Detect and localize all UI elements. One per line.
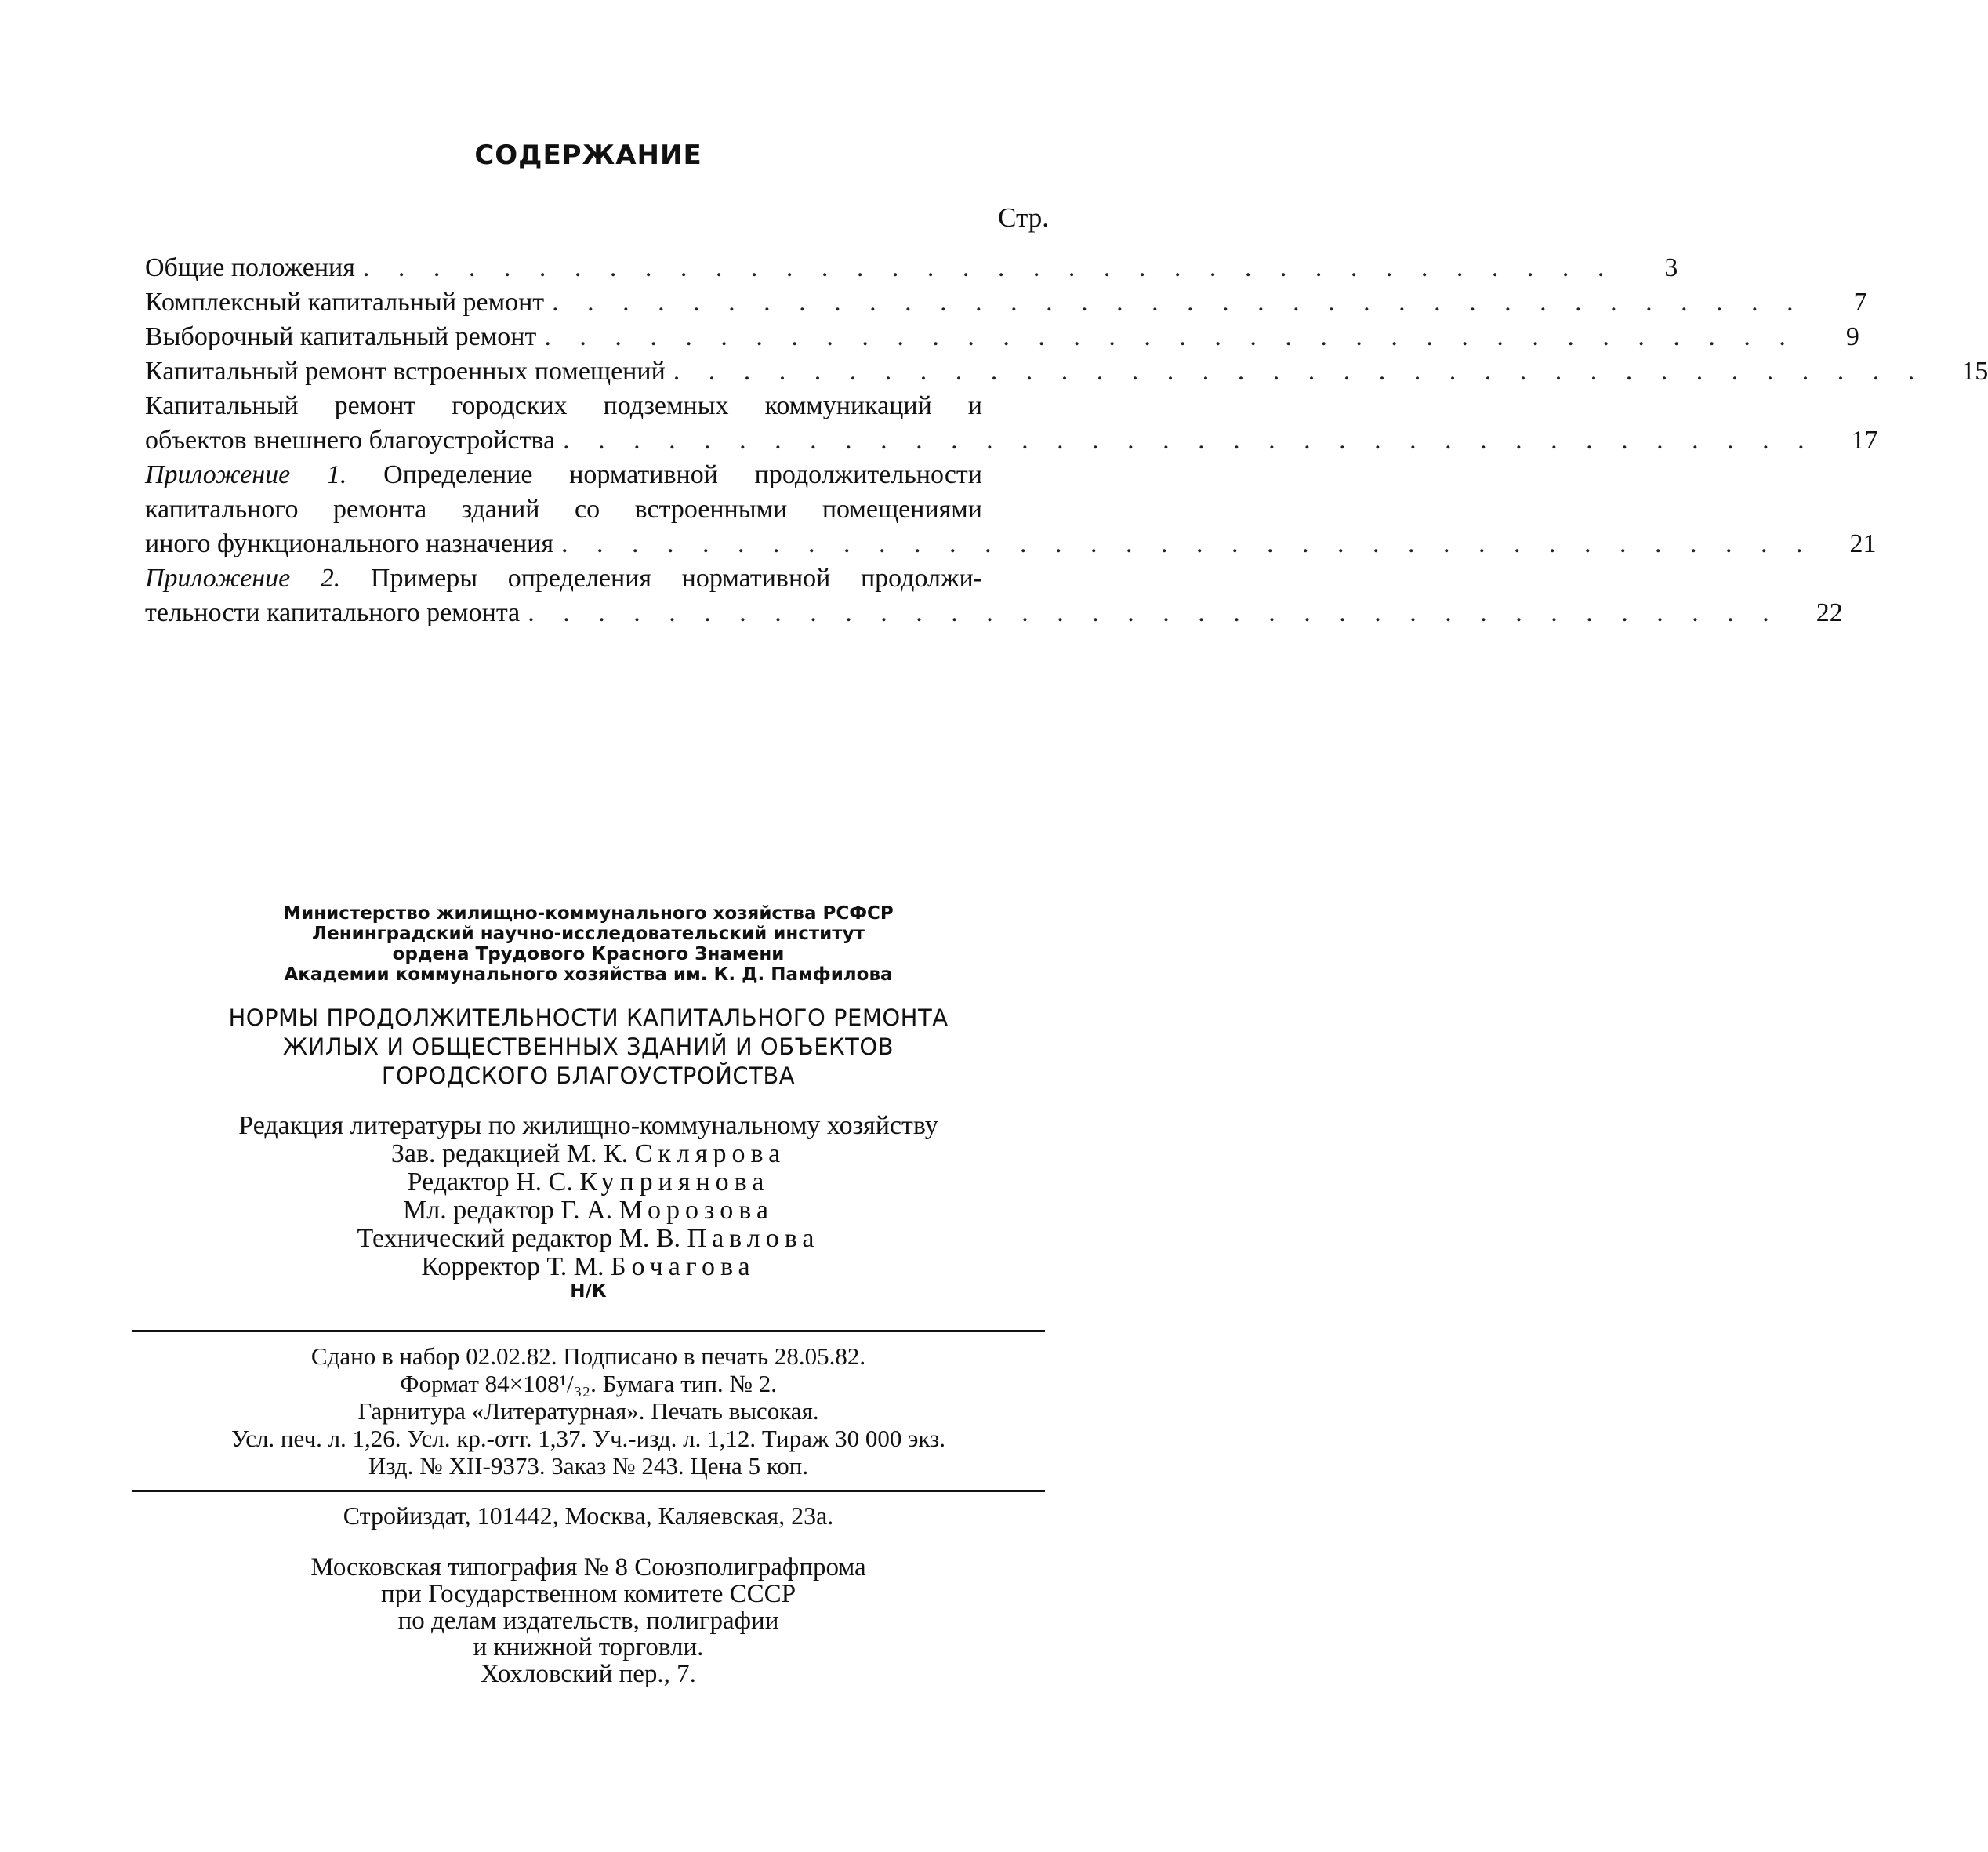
toc-page-number: 15: [1961, 357, 1988, 386]
toc-page-number: 3: [1664, 253, 1678, 282]
print-details-line: Усл. печ. л. 1,26. Усл. кр.-отт. 1,37. Уч.-изд. л. 1,12. Тираж 30 000 экз.: [230, 1425, 946, 1452]
editorial-staff: [0, 1112, 1177, 1302]
print-details-line: Изд. № XII-9373. Заказ № 243. Цена 5 коп.: [368, 1452, 809, 1480]
toc-entry-text: Выборочный капитальный ремонт: [145, 322, 537, 351]
organization-line: Ленинградский научно-исследовательский институт: [312, 924, 865, 944]
staff-line: [0, 1253, 1177, 1281]
printing-house-line: Московская типография № 8 Союзполиграфпрома: [310, 1553, 866, 1581]
toc-leader-dots: . . . . . . . . . . . . . . . . . . . . . . . . . . . . . . . . . . . .: [552, 288, 1805, 317]
toc-entry-text: Комплексный капитальный ремонт: [145, 288, 545, 317]
staff-role: Мл. редактор: [403, 1196, 554, 1225]
toc-entry-appendix-1[interactable]: [145, 458, 1877, 561]
book-title-line: ЖИЛЫХ И ОБЩЕСТВЕННЫХ ЗДАНИЙ И ОБЪЕКТОВ: [282, 1033, 894, 1060]
divider-rule: [132, 1330, 1045, 1332]
printing-house-line: по делам издательств, полиграфии: [397, 1607, 779, 1635]
staff-surname: Павлова: [687, 1224, 820, 1253]
toc-entry-text: объектов внешнего благоустройства: [145, 426, 556, 455]
organization-line: Министерство жилищно-коммунального хозяйства РСФСР: [283, 903, 894, 924]
staff-line: [0, 1140, 1177, 1168]
staff-surname: Морозова: [619, 1196, 774, 1225]
toc-entry-first-line: [145, 561, 982, 596]
staff-role: Технический редактор: [357, 1224, 613, 1253]
book-title: [0, 1004, 1177, 1091]
toc-page-number: 9: [1845, 322, 1859, 351]
print-details-line: Формат 84×108¹/₃₂. Бумага тип. № 2.: [400, 1370, 777, 1397]
printing-house-line: Хохловский пер., 7.: [481, 1660, 696, 1688]
staff-surname: Куприянова: [579, 1167, 770, 1197]
toc-entry-text: Примеры определения нормативной продолжи-: [340, 564, 982, 593]
staff-line: [0, 1168, 1177, 1197]
toc-leader-dots: . . . . . . . . . . . . . . . . . . . . . . . . . . . . . . . . . . . .: [563, 426, 1816, 455]
organization-line: Академии коммунального хозяйства им. К. Д. Памфилова: [284, 964, 893, 985]
staff-role: Редактор: [407, 1167, 510, 1197]
appendix-label: Приложение 2.: [145, 564, 341, 593]
toc-entry-underground-utilities[interactable]: [145, 389, 1878, 458]
staff-initials: Г. А.: [560, 1196, 613, 1225]
toc-entry-built-in-premises[interactable]: [145, 354, 1988, 389]
toc-entry-general-provisions[interactable]: [145, 251, 1678, 285]
staff-role: Корректор: [421, 1252, 540, 1281]
staff-line: [0, 1197, 1177, 1225]
toc-page-number: 21: [1849, 529, 1877, 558]
toc-leader-dots: . . . . . . . . . . . . . . . . . . . . . . . . . . . . . . . . . . . .: [544, 322, 1797, 351]
printing-house: [0, 1554, 1177, 1687]
toc-entry-text: иного функционального назначения: [145, 529, 553, 558]
publisher-address: Стройиздат, 101442, Москва, Каляевская, 23а.: [343, 1502, 834, 1530]
editorial-office: Редакция литературы по жилищно-коммунальному хозяйству: [238, 1111, 938, 1140]
toc-entry-text: капитального ремонта зданий со встроенными помещениями: [145, 495, 982, 524]
toc-page-number: 17: [1851, 426, 1878, 455]
toc-page-number: 22: [1816, 598, 1843, 627]
staff-initials: М. В.: [619, 1224, 681, 1253]
toc-title: СОДЕРЖАНИЕ: [474, 140, 702, 171]
staff-line: [0, 1225, 1177, 1253]
organization-line: ордена Трудового Красного Знамени: [392, 944, 785, 964]
toc-page-column-header: Стр.: [998, 202, 1049, 233]
staff-initials: Т. М.: [546, 1252, 604, 1281]
toc-leader-dots: . . . . . . . . . . . . . . . . . . . . . . . . . . . . . . . . . . . .: [528, 598, 1780, 627]
book-title-line: НОРМЫ ПРОДОЛЖИТЕЛЬНОСТИ КАПИТАЛЬНОГО РЕМОНТА: [228, 1004, 949, 1031]
print-details-line: Сдано в набор 02.02.82. Подписано в печать 28.05.82.: [310, 1342, 866, 1370]
toc-page-number: 7: [1853, 288, 1867, 317]
appendix-label: Приложение 1.: [145, 460, 347, 489]
toc-entry-text: Общие положения: [145, 253, 355, 282]
toc-entry-text: тельности капитального ремонта: [145, 598, 521, 627]
staff-initials: Н. С.: [516, 1167, 573, 1197]
toc-entry-first-line: [145, 458, 982, 492]
printing-house-line: и книжной торговли.: [473, 1633, 704, 1661]
staff-role: Зав. редакцией: [390, 1139, 560, 1168]
staff-initials: М. К.: [566, 1139, 629, 1168]
toc-entry-text: Капитальный ремонт встроенных помещений: [145, 357, 666, 386]
toc-entry-appendix-2[interactable]: [145, 561, 1843, 630]
toc-entry-complex-repair[interactable]: [145, 285, 1867, 320]
staff-surname: Бочагова: [611, 1252, 756, 1281]
organization-block: [0, 903, 1177, 985]
toc-entry-selective-repair[interactable]: [145, 320, 1859, 354]
toc-leader-dots: . . . . . . . . . . . . . . . . . . . . . . . . . . . . . . . . . . . .: [362, 253, 1616, 282]
table-of-contents: [145, 251, 1988, 630]
print-details-line: Гарнитура «Литературная». Печать высокая.: [357, 1397, 819, 1425]
toc-leader-dots: . . . . . . . . . . . . . . . . . . . . . . . . . . . . . . . . . . . .: [673, 357, 1926, 386]
catalog-code: Н/К: [570, 1281, 607, 1302]
staff-surname: Склярова: [634, 1139, 786, 1168]
divider-rule: [132, 1490, 1045, 1492]
toc-entry-text: Капитальный ремонт городских подземных коммуникаций и: [145, 391, 982, 420]
print-details: [0, 1342, 1177, 1480]
book-title-line: ГОРОДСКОГО БЛАГОУСТРОЙСТВА: [381, 1062, 796, 1089]
toc-entry-text: Определение нормативной продолжительности: [346, 460, 982, 489]
printing-house-line: при Государственном комитете СССР: [380, 1580, 796, 1608]
toc-leader-dots: . . . . . . . . . . . . . . . . . . . . . . . . . . . . . . . . . . . .: [561, 529, 1814, 558]
